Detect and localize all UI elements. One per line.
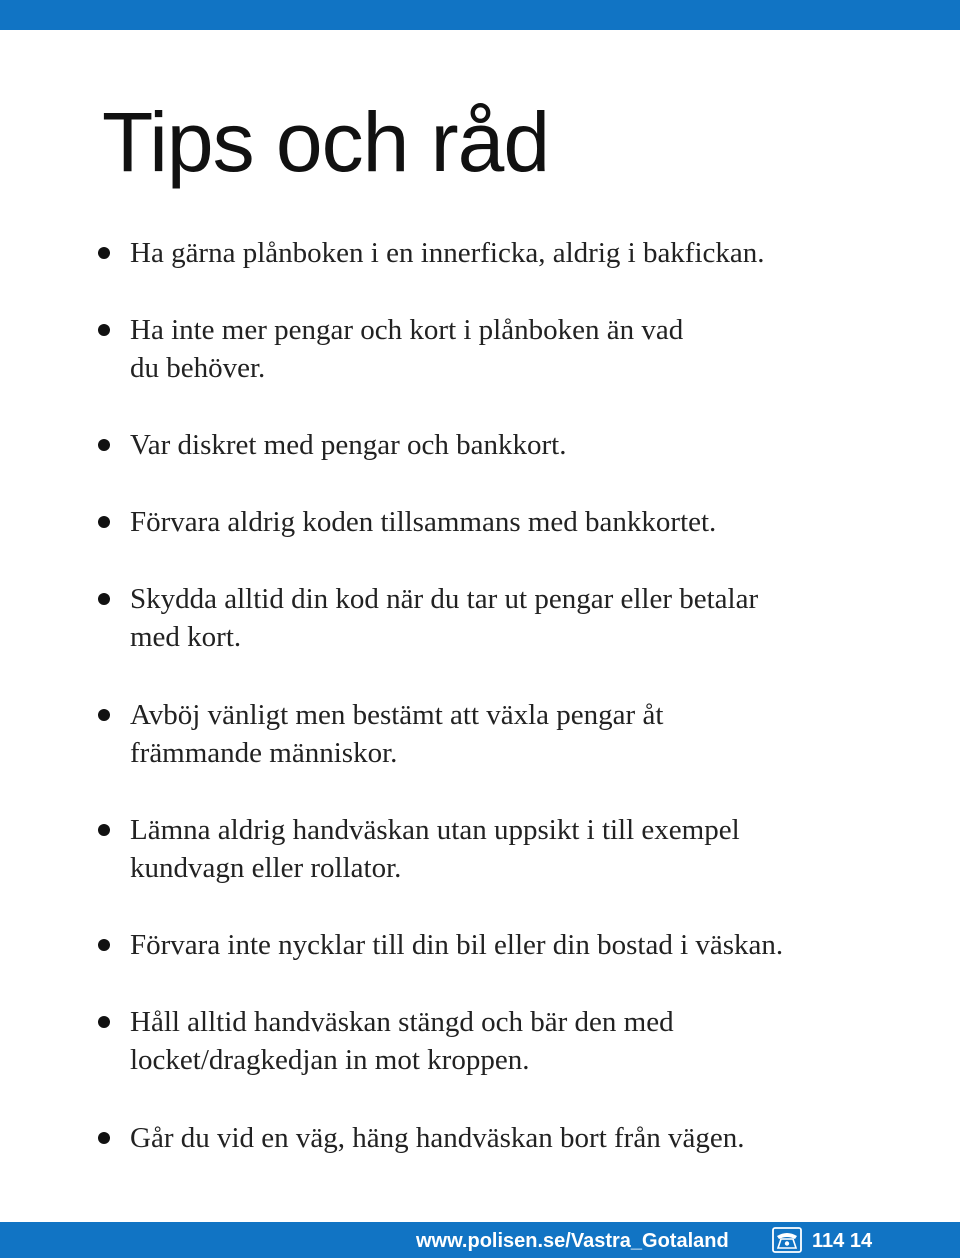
tip-text <box>130 311 940 387</box>
tip-line: främmande människor. <box>130 737 398 769</box>
tip-text <box>130 503 940 541</box>
bullet-icon <box>98 324 110 336</box>
bullet-icon <box>98 1016 110 1028</box>
bullet-icon <box>98 247 110 259</box>
tip-line: Var diskret med pengar och bankkort. <box>130 429 567 461</box>
tip-line: kundvagn eller rollator. <box>130 852 402 884</box>
tip-text <box>130 696 940 772</box>
tip-line: du behöver. <box>130 352 266 384</box>
footer-phone-number: 114 14 <box>812 1230 873 1252</box>
tip-line: Håll alltid handväskan stängd och bär den med <box>130 1006 674 1038</box>
bullet-icon <box>98 939 110 951</box>
top-brand-bar <box>0 0 960 30</box>
page-title: Tips och råd <box>102 95 550 189</box>
bullet-icon <box>98 709 110 721</box>
tip-text <box>130 426 940 464</box>
bullet-icon <box>98 824 110 836</box>
tip-line: Förvara aldrig koden tillsammans med bankkortet. <box>130 506 717 538</box>
footer-url-link[interactable]: www.polisen.se/Vastra_Gotaland <box>416 1230 729 1252</box>
bullet-icon <box>98 1132 110 1144</box>
tip-text <box>130 926 940 964</box>
tip-line: Avböj vänligt men bestämt att växla pengar åt <box>130 699 664 731</box>
tip-line: Ha inte mer pengar och kort i plånboken än vad <box>130 314 684 346</box>
tip-text <box>130 1119 940 1157</box>
tip-line: Ha gärna plånboken i en innerficka, aldrig i bakfickan. <box>130 237 765 269</box>
tip-text <box>130 811 940 887</box>
bullet-icon <box>98 593 110 605</box>
tip-text <box>130 1003 940 1079</box>
bullet-icon <box>98 439 110 451</box>
footer-bar <box>0 1222 960 1258</box>
tip-line: Lämna aldrig handväskan utan uppsikt i till exempel <box>130 814 740 846</box>
tip-text <box>130 580 940 656</box>
tip-line: med kort. <box>130 621 242 653</box>
tip-text <box>130 234 940 272</box>
tip-line: Skydda alltid din kod när du tar ut pengar eller betalar <box>130 583 759 615</box>
bullet-icon <box>98 516 110 528</box>
telephone-icon <box>772 1227 802 1253</box>
tip-line: Går du vid en väg, häng handväskan bort från vägen. <box>130 1122 745 1154</box>
tip-line: Förvara inte nycklar till din bil eller din bostad i väskan. <box>130 929 784 961</box>
tip-line: locket/dragkedjan in mot kroppen. <box>130 1044 530 1076</box>
